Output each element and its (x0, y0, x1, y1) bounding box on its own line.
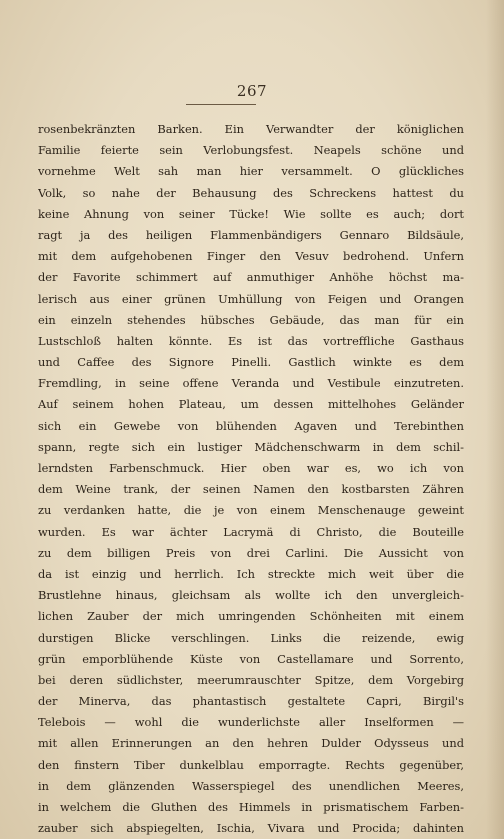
text-line: vornehme Welt sah man hier versammelt. O glückliches (38, 164, 464, 179)
text-line: in welchem die Gluthen des Himmels in prismatischem Farben- (38, 800, 464, 814)
text-line: der Favorite schimmert auf anmuthiger Anhöhe höchst ma- (38, 270, 464, 285)
text-line: zauber sich abspiegelten, Ischia, Vivara und Procida; dahinten (38, 821, 464, 836)
text-line: Auf seinem hohen Plateau, um dessen mittelhohes Geländer (38, 397, 464, 412)
text-line: mit allen Erinnerungen an den hehren Dulder Odysseus und (38, 736, 464, 751)
text-line: den finstern Tiber dunkelblau emporragte. Rechts gegenüber, (38, 757, 464, 772)
text-line: Telebois — wohl die wunderlichste aller Inselformen — (38, 715, 464, 730)
text-line: der Minerva, das phantastisch gestaltete Capri, Birgil's (38, 694, 464, 709)
text-line: und Caffee des Signore Pinelli. Gastlich winkte es dem (38, 355, 464, 370)
text-line: Volk, so nahe der Behausung des Schreckens hattest du (38, 185, 464, 200)
text-line: in dem glänzenden Wasserspiegel des unendlichen Meeres, (38, 778, 464, 793)
text-line: Brustlehne hinaus, gleichsam als wollte ich den unvergleich- (38, 588, 464, 603)
text-line: lichen Zauber der mich umringenden Schönheiten mit einem (38, 609, 464, 624)
header-rule (186, 104, 256, 105)
text-line: durstigen Blicke verschlingen. Links die reizende, ewig (38, 630, 464, 645)
text-line: grün emporblühende Küste von Castellamare und Sorrento, (38, 651, 464, 666)
text-line: dem Weine trank, der seinen Namen den kostbarsten Zähren (38, 482, 464, 497)
text-line: mit dem aufgehobenen Finger den Vesuv bedrohend. Unfern (38, 249, 464, 264)
text-line: bei deren südlichster, meerumrauschter Spitze, dem Vorgebirg (38, 672, 464, 687)
text-line: ragt ja des heiligen Flammenbändigers Gennaro Bildsäule, (38, 227, 464, 242)
body-text (38, 119, 464, 839)
text-line: lerisch aus einer grünen Umhüllung von Feigen und Orangen (38, 291, 464, 306)
text-line: Familie feierte sein Verlobungsfest. Neapels schöne und (38, 143, 464, 158)
text-line: zu dem billigen Preis von drei Carlini. Die Aussicht von (38, 545, 464, 560)
text-line: Lustschloß halten könnte. Es ist das vortreffliche Gasthaus (38, 333, 464, 348)
text-line: wurden. Es war ächter Lacrymä di Christo, die Bouteille (38, 524, 464, 539)
text-line: lerndsten Farbenschmuck. Hier oben war es, wo ich von (38, 461, 464, 475)
text-line: sich ein Gewebe von blühenden Agaven und Terebinthen (38, 418, 464, 433)
text-line: keine Ahnung von seiner Tücke! Wie sollte es auch; dort (38, 206, 464, 221)
text-line: rosenbekränzten Barken. Ein Verwandter der königlichen (38, 122, 464, 136)
page-number: 267 (236, 82, 268, 100)
text-line: Fremdling, in seine offene Veranda und Vestibule einzutreten. (38, 376, 464, 391)
text-line: zu verdanken hatte, die je von einem Menschenauge geweint (38, 503, 464, 518)
text-line: spann, regte sich ein lustiger Mädchenschwarm in dem schil- (38, 439, 464, 454)
text-line: da ist einzig und herrlich. Ich streckte mich weit über die (38, 566, 464, 581)
text-line: ein einzeln stehendes hübsches Gebäude, das man für ein (38, 312, 464, 327)
